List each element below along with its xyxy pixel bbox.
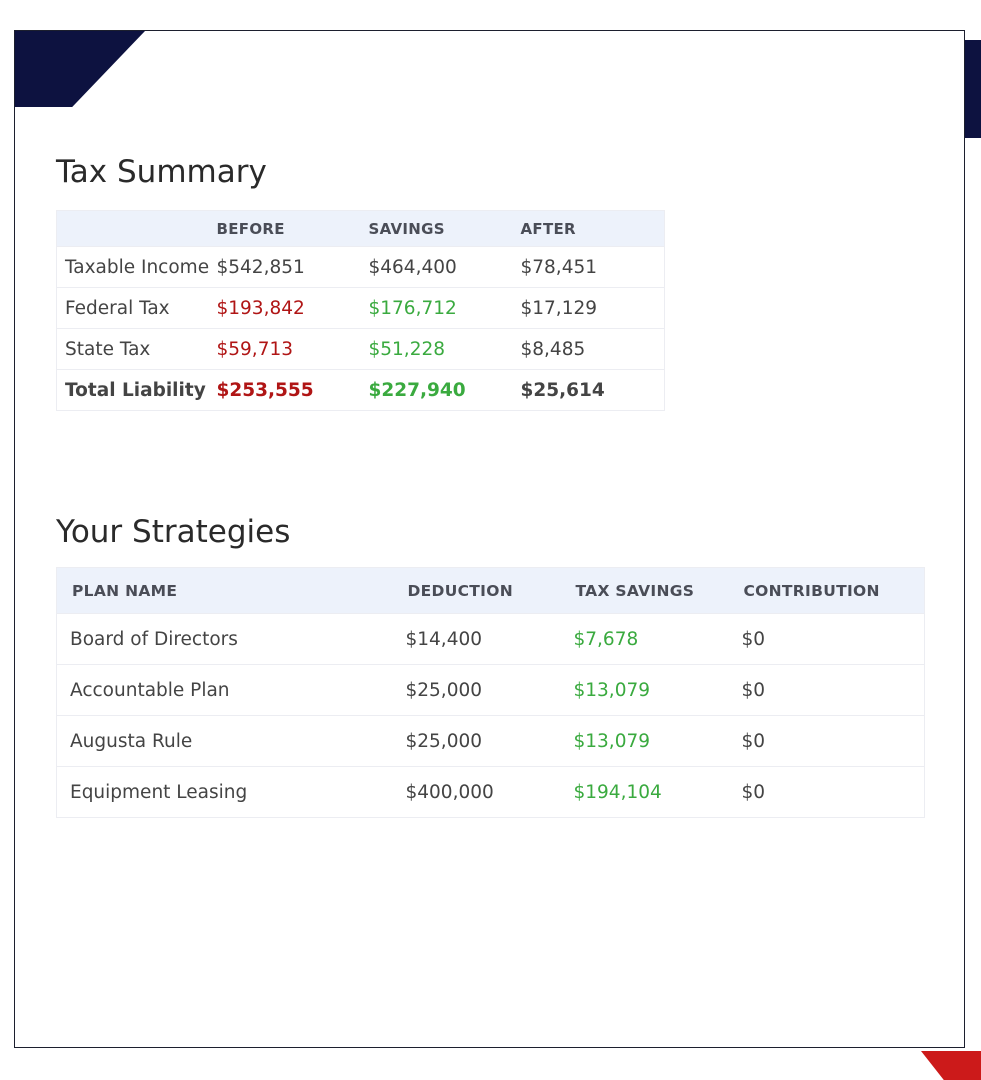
savings-value: $227,940 <box>361 370 513 411</box>
tax-summary-title: Tax Summary <box>56 154 267 190</box>
after-value: $17,129 <box>513 288 665 329</box>
row-label: Federal Tax <box>57 288 209 329</box>
deduction-value: $400,000 <box>393 767 561 818</box>
deduction-value: $14,400 <box>393 614 561 665</box>
table-row <box>57 288 665 329</box>
plan-name: Equipment Leasing <box>57 767 393 818</box>
column-header-contribution: CONTRIBUTION <box>729 568 925 614</box>
after-value: $8,485 <box>513 329 665 370</box>
before-value: $542,851 <box>209 247 361 288</box>
tax-savings-value: $194,104 <box>561 767 729 818</box>
before-value: $253,555 <box>209 370 361 411</box>
tax-savings-value: $13,079 <box>561 716 729 767</box>
after-value: $78,451 <box>513 247 665 288</box>
contribution-value: $0 <box>729 767 925 818</box>
report-card <box>14 30 965 1048</box>
before-value: $193,842 <box>209 288 361 329</box>
column-header-deduction: DEDUCTION <box>393 568 561 614</box>
row-label: Taxable Income <box>57 247 209 288</box>
after-value: $25,614 <box>513 370 665 411</box>
plan-name: Accountable Plan <box>57 665 393 716</box>
table-row <box>57 767 925 818</box>
savings-value: $176,712 <box>361 288 513 329</box>
column-header-plan-name: PLAN NAME <box>57 568 393 614</box>
table-header-row <box>57 211 665 247</box>
savings-value: $464,400 <box>361 247 513 288</box>
savings-value: $51,228 <box>361 329 513 370</box>
decorative-red-shape <box>921 1051 981 1080</box>
table-row <box>57 329 665 370</box>
row-label: State Tax <box>57 329 209 370</box>
tax-summary-table <box>56 210 665 411</box>
plan-name: Board of Directors <box>57 614 393 665</box>
table-header-row <box>57 568 925 614</box>
row-label: Total Liability <box>57 370 209 411</box>
deduction-value: $25,000 <box>393 665 561 716</box>
table-row <box>57 665 925 716</box>
before-value: $59,713 <box>209 329 361 370</box>
contribution-value: $0 <box>729 665 925 716</box>
column-header-savings: SAVINGS <box>361 211 513 247</box>
table-row <box>57 614 925 665</box>
contribution-value: $0 <box>729 716 925 767</box>
column-header-after: AFTER <box>513 211 665 247</box>
column-header-tax-savings: TAX SAVINGS <box>561 568 729 614</box>
tax-savings-value: $13,079 <box>561 665 729 716</box>
table-row <box>57 716 925 767</box>
strategies-title: Your Strategies <box>56 514 291 550</box>
strategies-table <box>56 567 925 818</box>
decorative-navy-corner <box>15 31 145 107</box>
column-header-before: BEFORE <box>209 211 361 247</box>
table-row-total <box>57 370 665 411</box>
contribution-value: $0 <box>729 614 925 665</box>
deduction-value: $25,000 <box>393 716 561 767</box>
tax-savings-value: $7,678 <box>561 614 729 665</box>
plan-name: Augusta Rule <box>57 716 393 767</box>
table-row <box>57 247 665 288</box>
column-header <box>57 211 209 247</box>
